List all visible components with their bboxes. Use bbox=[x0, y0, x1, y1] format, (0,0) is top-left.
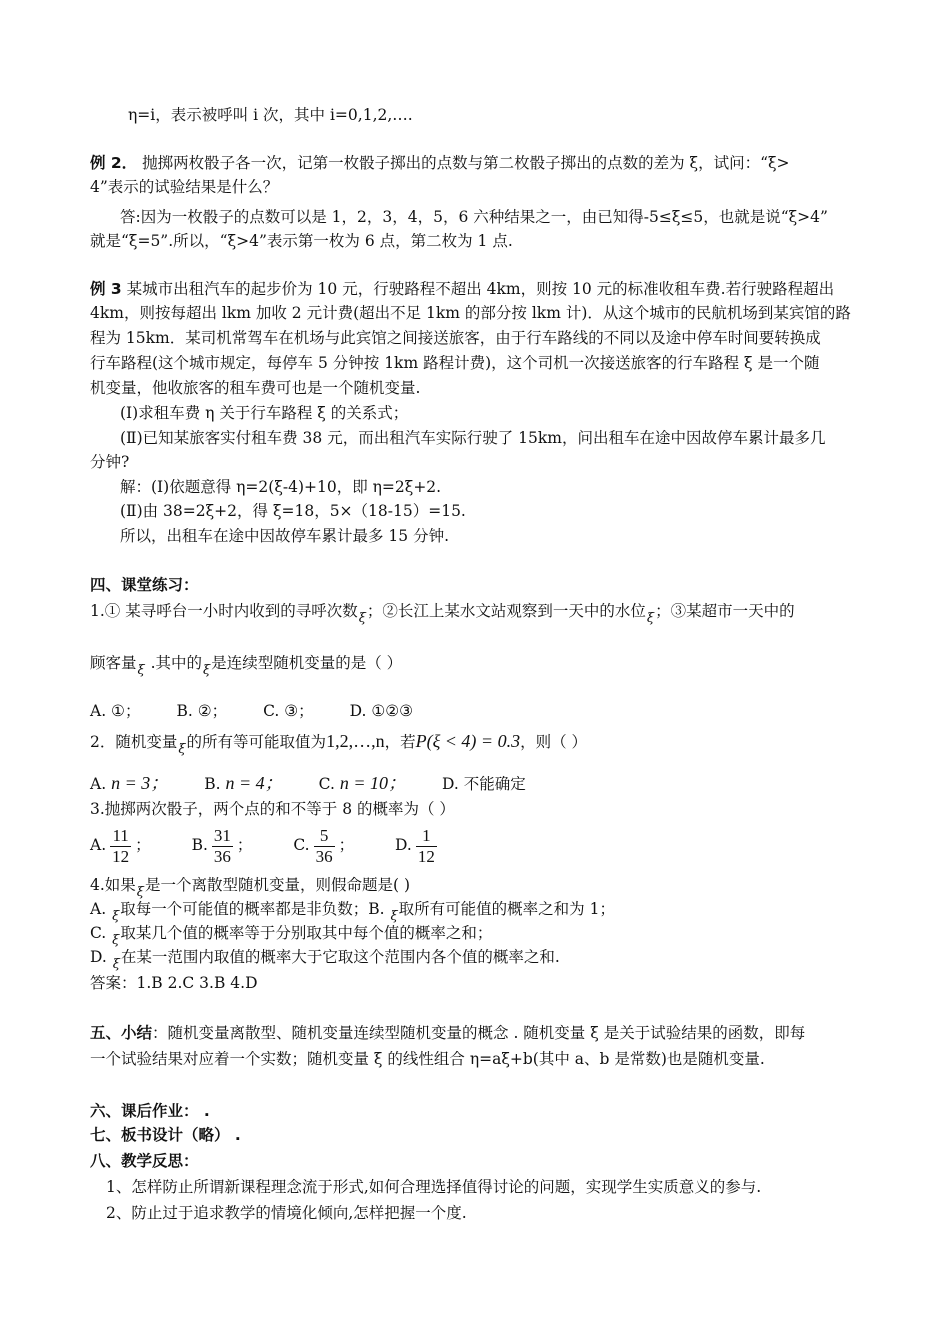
example-3-line-1 bbox=[90, 278, 834, 300]
example-2-line-2: 4”表示的试验结果是什么？ bbox=[90, 178, 279, 196]
example-3-solution-3: 所以，出租车在途中因故停车累计最多 15 分钟. bbox=[120, 527, 450, 545]
option-a-label: A. bbox=[90, 836, 107, 854]
option-d-label: D. bbox=[395, 836, 412, 854]
xi-symbol: ξ bbox=[646, 611, 655, 626]
option-b: B. ②； bbox=[176, 702, 228, 720]
practice-2-question bbox=[90, 730, 587, 755]
practice-4-option-c: C. $_\xi$取某几个值的概率等于分别取其中每个值的概率之和； bbox=[90, 924, 493, 948]
practice-1-text-f: 是连续型随机变量的是（ ） bbox=[211, 654, 403, 672]
option-a-fraction: $\frac{11}{12}$ bbox=[112, 825, 130, 866]
practice-4-option-d: D. $_\xi$在某一范围内取值的概率大于它取这个范围内各个值的概率之和. bbox=[90, 948, 560, 972]
example-3-solution-1: 解：(Ⅰ)依题意得 η=2(ξ-4)+10，即 η=2ξ+2. bbox=[120, 478, 442, 496]
intro-line: η=i，表示被呼叫 i 次，其中 i=0,1,2,…. bbox=[128, 106, 413, 124]
option-c: C. ③； bbox=[263, 702, 314, 720]
example-2-label: 例 2． bbox=[90, 154, 138, 172]
example-2-line-1 bbox=[90, 152, 790, 174]
xi-symbol: ξ bbox=[112, 957, 120, 972]
practice-1-text-b: ；②长江上某水文站观察到一天中的水位 bbox=[366, 602, 646, 620]
xi-symbol: ξ bbox=[358, 611, 366, 626]
xi-symbol: ξ bbox=[203, 663, 211, 678]
practice-1-text-d: 顾客量 bbox=[90, 654, 137, 672]
example-2-text-1: 抛掷两枚骰子各一次，记第一枚骰子掷出的点数与第二枚骰子掷出的点数的差为 ξ，试问：“ξ> bbox=[137, 154, 790, 172]
practice-4-question: 4.如果$_\xi$是一个离散型随机变量，则假命题是( ) bbox=[90, 876, 410, 900]
practice-3-options: A. $\frac{11}{12}$ ； B. $\frac{31}{36}$ ； C. $\frac{5}{36}$ ； D. $\frac{1}{12}$ bbox=[90, 825, 435, 866]
option-b-value: n = 4； bbox=[225, 773, 283, 793]
reflection-item-1: 1、怎样防止所谓新课程理念流于形式,如何合理选择值得讨论的问题，实现学生实质意义的参与. bbox=[106, 1178, 762, 1196]
example-3-question-2b: 分钟? bbox=[90, 453, 130, 471]
reflection-item-2: 2、防止过于追求教学的情境化倾向,怎样把握一个度. bbox=[106, 1204, 467, 1222]
practice-2-options bbox=[90, 772, 526, 795]
example-2-answer-2: 就是“ξ=5”.所以，“ξ>4”表示第一枚为 6 点，第二枚为 1 点. bbox=[90, 232, 513, 250]
option-a: A. ①； bbox=[90, 702, 141, 720]
practice-1-line-2 bbox=[90, 652, 402, 676]
example-3-label: 例 3 bbox=[90, 280, 122, 298]
summary-line-1 bbox=[90, 1022, 805, 1044]
xi-symbol: ξ bbox=[390, 909, 398, 924]
example-3-line-4: 行车路程(这个城市规定，每停车 5 分钟按 1km 路程计费)，这个司机一次接送旅客的行车路程 ξ 是一个随 bbox=[90, 354, 820, 372]
option-b-label: B. bbox=[191, 836, 208, 854]
xi-symbol: ξ bbox=[112, 933, 120, 948]
practice-4-option-ab: A. $_\xi$取每一个可能值的概率都是非负数；B. $_\xi$取所有可能值的概率之和为 1； bbox=[90, 900, 615, 924]
example-3-line-5: 机变量，他收旅客的租车费可也是一个随机变量. bbox=[90, 379, 421, 397]
example-3-question-2a: (Ⅱ)已知某旅客实付租车费 38 元，而出租汽车实际行驶了 15km，问出租车在途中因故停车累计最多几 bbox=[120, 429, 826, 447]
example-3-line-3: 程为 15km．某司机常驾车在机场与此宾馆之间接送旅客，由于行车路线的不同以及途中停车时间要转换成 bbox=[90, 329, 821, 347]
option-c-label: C. bbox=[293, 836, 310, 854]
example-3-question-1: (Ⅰ)求租车费 η 关于行车路程 ξ 的关系式； bbox=[120, 404, 409, 422]
option-d-fraction: $\frac{1}{12}$ bbox=[417, 825, 435, 866]
reflection-heading: 八、教学反思： bbox=[90, 1152, 199, 1170]
practice-2-text-a: 2．随机变量 bbox=[90, 733, 178, 751]
homework-heading: 六、课后作业： . bbox=[90, 1102, 210, 1120]
option-b-label: B. bbox=[204, 775, 221, 793]
option-b-fraction: $\frac{31}{36}$ bbox=[213, 825, 231, 866]
summary-label: 五、小结 bbox=[90, 1024, 153, 1042]
option-d: D. 不能确定 bbox=[441, 775, 526, 793]
practice-2-text-d: ，则（ ） bbox=[520, 733, 587, 751]
practice-2-text-c: ，若 bbox=[384, 733, 416, 751]
option-c-fraction: $\frac{5}{36}$ bbox=[315, 825, 333, 866]
practice-answers: 答案：1.B 2.C 3.B 4.D bbox=[90, 974, 258, 992]
summary-line-2: 一个试验结果对应着一个实数；随机变量 ξ 的线性组合 η=aξ+b(其中 a、b 是常数)也是随机变量. bbox=[90, 1050, 765, 1068]
practice-1-text-e: .其中的 bbox=[145, 654, 203, 672]
practice-2-text-b: 的所有等可能取值为 bbox=[186, 733, 327, 751]
practice-3-question: 3.抛掷两次骰子，两个点的和不等于 8 的概率为（ ） bbox=[90, 800, 455, 818]
probability-expression: P(ξ < 4) = 0.3 bbox=[415, 731, 521, 751]
option-c-value: n = 10； bbox=[339, 773, 406, 793]
value-set: 1,2,…,n bbox=[326, 731, 385, 751]
board-design-heading: 七、板书设计（略） . bbox=[90, 1126, 241, 1144]
option-a-value: n = 3； bbox=[111, 773, 169, 793]
example-3-text-1: 某城市出租汽车的起步价为 10 元，行驶路程不超出 4km，则按 10 元的标准收租车费.若行驶路程超出 bbox=[121, 280, 835, 298]
practice-1-line-1 bbox=[90, 600, 795, 624]
example-3-line-2: 4km，则按每超出 lkm 加收 2 元计费(超出不足 1km 的部分按 lkm 计)．从这个城市的民航机场到某宾馆的路 bbox=[90, 304, 851, 322]
xi-symbol: ξ bbox=[136, 885, 144, 900]
option-a-label: A. bbox=[90, 775, 107, 793]
xi-symbol: ξ bbox=[178, 742, 186, 757]
practice-1-text-a: 1.① 某寻呼台一小时内收到的寻呼次数 bbox=[90, 602, 358, 620]
summary-text-1: ：随机变量离散型、随机变量连续型随机变量的概念 . 随机变量 ξ 是关于试验结果的函数，即每 bbox=[152, 1024, 806, 1042]
xi-symbol: ξ bbox=[137, 663, 145, 678]
practice-1-options bbox=[90, 700, 413, 722]
practice-1-text-c: ；③某超市一天中的 bbox=[655, 602, 795, 620]
option-c-label: C. bbox=[318, 775, 335, 793]
practice-heading: 四、课堂练习： bbox=[90, 576, 199, 594]
xi-symbol: ξ bbox=[112, 909, 120, 924]
example-3-solution-2: (Ⅱ)由 38=2ξ+2，得 ξ=18，5×（18-15）=15. bbox=[120, 502, 466, 520]
example-2-answer-1: 答:因为一枚骰子的点数可以是 1，2，3，4，5，6 六种结果之一，由已知得-5≤ξ≤5，也就是说“ξ>4” bbox=[120, 208, 828, 226]
option-d: D. ①②③ bbox=[349, 702, 414, 720]
